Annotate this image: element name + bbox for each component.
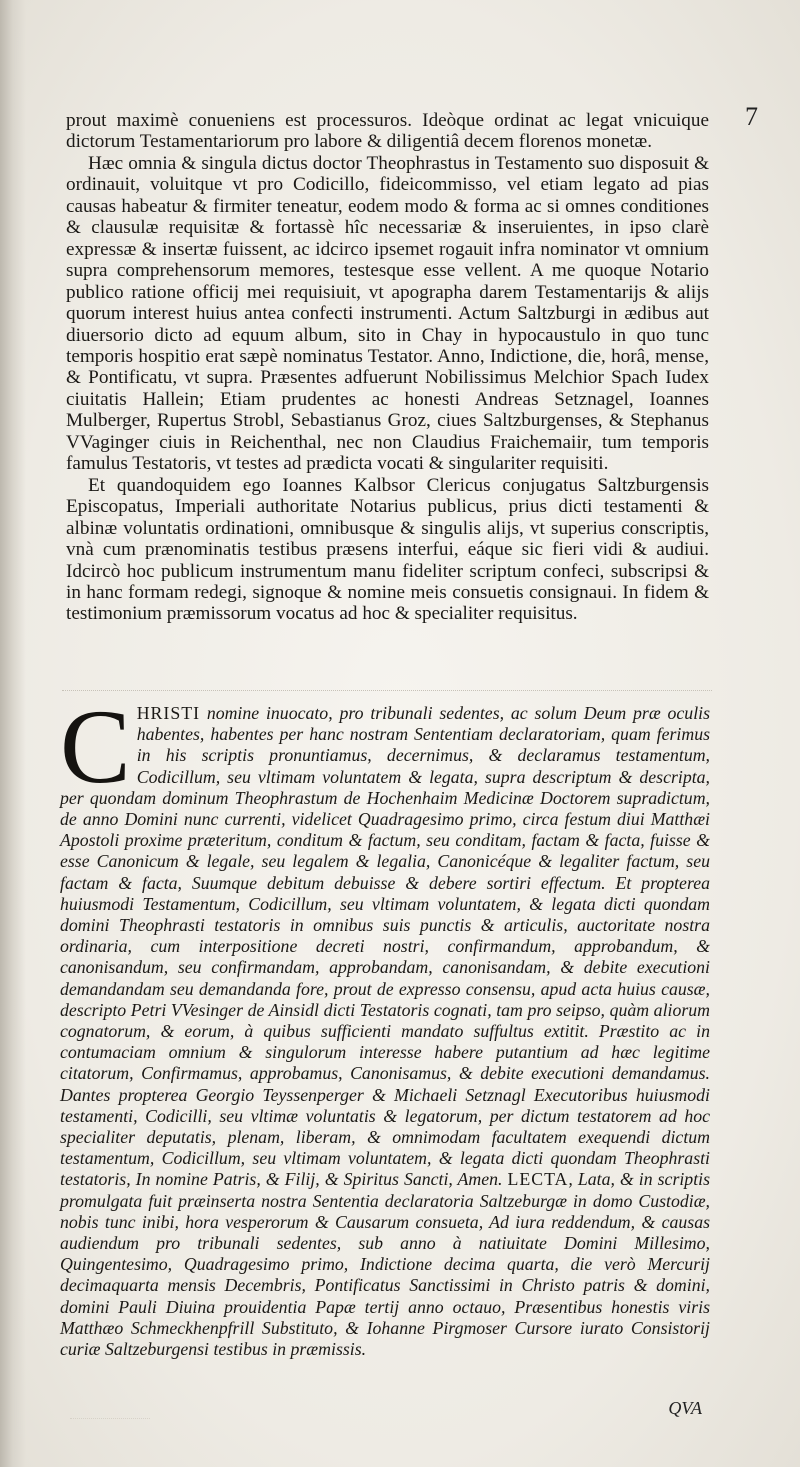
sentence-text (60, 688, 710, 1360)
sentence-paragraph (60, 688, 710, 1360)
catchword: QVA (668, 1398, 702, 1418)
paragraph-3: Et quandoquidem ego Ioannes Kalbsor Clericus conjugatus Saltzburgensis Episcopatus, Imperiali authoritate Notarius publicus, prius dicti testamenti & albinæ voluntatis ordinationi, omnibusque & singulis alijs, vt superius conscriptis, vnà cum prænominatis testibus præsens interfui, eáque sic fieri vidi & audiui. Idcircò hoc publicum instrumentum manu fideliter scriptum confeci, subscripsi & in hanc formam redegi, signoque & nomine meis consuetis consignaui. In fidem & testimonium præmissorum vocatus ad hoc & specialiter requisitus. (66, 474, 709, 625)
lecta-small-caps: LECTA (507, 1169, 569, 1190)
paragraph-1: prout maximè conueniens est processuros. Ideòque ordinat ac legat vnicuique dictorum Testamentariorum pro labore & diligentiâ decem florenos monetæ. (66, 110, 709, 153)
show-through-marks (70, 1418, 150, 1429)
opening-small-caps: HRISTI (136, 703, 200, 723)
notarial-text (66, 110, 709, 625)
page-number: 7 (745, 102, 758, 131)
sentence-body-2: , Lata, & in scriptis promulgata fuit præinserta nostra Sententia declaratoria Saltzeburgæ in domo Custodiæ, nobis tunc inibi, hora vesperorum & Causarum consueta, Ad iura reddendum, & causas audiendum pro tribunali sedentes, sub anno à natiuitate Domini Millesimo, Quingentesimo, Quadragesimo primo, Indictione decima quarta, die verò Mercurij decimaquarta mensis Decembris, Pontificatus Sanctissimi in Christo patris & domini, domini Pauli Diuina prouidentia Papæ tertij anno octauo, Præsentibus honestis viris Matthæo Schmeckhenpfrill Substituto, & Iohanne Pirgmoser Cursore iurato Consistorij curiæ Saltzeburgensi testibus in præmissis. (60, 1169, 710, 1360)
book-spine-shadow (0, 0, 26, 1467)
paragraph-2: Hæc omnia & singula dictus doctor Theophrastus in Testamento suo disposuit & ordinauit, voluitque vt pro Codicillo, fideicommisso, vel etiam legato ad pias causas habeatur & firmiter teneatur, eodem modo & forma ac si omnes conditiones & clausulæ requisitæ & fortassè hîc necessariæ & inseruientes, in ipso clarè expressæ & insertæ fuissent, ac idcirco ipsemet rogauit infra nominator vt omnium supra comprehensorum memores, testesque esse vellent. A me quoque Notario publico ratione officij mei requisiuit, vt apographa darem Testamentarijs & alijs quorum interest huius antea confecti instrumenti. Actum Saltzburgi in ædibus aut diuersorio dicto ad equum album, sito in Chay in hypocaustulo in quo tunc temporis hospitio erat sæpè nominatus Testator. Anno, Indictione, die, horâ, mense, & Pontificatu, vt supra. Præsentes adfuerunt Nobilissimus Melchior Spach Iudex ciuitatis Hallein; Etiam prudentes ac honesti Andreas Setznagel, Ioannes Mulberger, Rupertus Strobl, Sebastianus Groz, ciues Saltzburgenses, & Stephanus VVaginger ciuis in Reichenthal, nec non Claudius Fraichemaiir, tum temporis famulus Testatoris, vt testes ad prædicta vocati & singulariter requisiti. (66, 152, 709, 475)
section-divider (62, 690, 712, 691)
drop-capital: C (60, 688, 131, 805)
sentence-body-1: nomine inuocato, pro tribunali sedentes, ac solum Deum præ oculis habentes, habentes per hanc nostram Sententiam declaratoriam, quam ferimus in his scriptis pronuntiamus, decernimus, & declaramus testamentum, Codicillum, seu vltimam voluntatem & legata, supra descriptum & descripta, per quondam dominum Theophrastum de Hochenhaim Medicinæ Doctorem supradictum, de anno Domini nunc currenti, videlicet Quadragesimo primo, circa festum diui Matthæi Apostoli proxime præteritum, conditum & factum, seu conditam, factam & facta, fuisse & esse Canonicum & legale, seu legalem & legalia, Canonicéque & legaliter factum, seu factam & facta, Suumque debitum debuisse & debere sortiri effectum. Et propterea huiusmodi Testamentum, Codicillum, seu vltimam voluntatem, & legata dicti quondam domini Theophrasti testatoris in omnibus suis punctis & articulis, auctoritate nostra ordinaria, cum interpositione decreti nostri, confirmandum, approbandum, & canonisandum, seu confirmandam, approbandam, canonisandam, & debite executioni demandandam seu demandanda fore, prout de expresso consensu, apud acta huius causæ, descripto Petri VVesinger de Ainsidl dicti Testatoris cognati, tam pro seipso, quàm aliorum cognatorum, & eorum, à quibus sufficienti mandato suffultus extitit. Præstito ac in contumaciam omnium & singulorum interesse habere putantium ad hæc legitime citatorum, Confirmamus, approbamus, Canonisamus, & debite executioni demandamus. Dantes propterea Georgio Teyssenperger & Michaeli Setznagl Executoribus huiusmodi testamenti, Codicilli, seu vltimæ voluntatis & legatorum, per dictum testatorem ad hoc specialiter deputatis, plenam, liberam, & omnimodam facultatem exequendi dictum testamentum, Codicillum, seu vltimam voluntatem, & legata dicti quondam Theophrasti testatoris, In nomine Patris, & Filij, & Spiritus Sancti, Amen. (60, 703, 710, 1190)
